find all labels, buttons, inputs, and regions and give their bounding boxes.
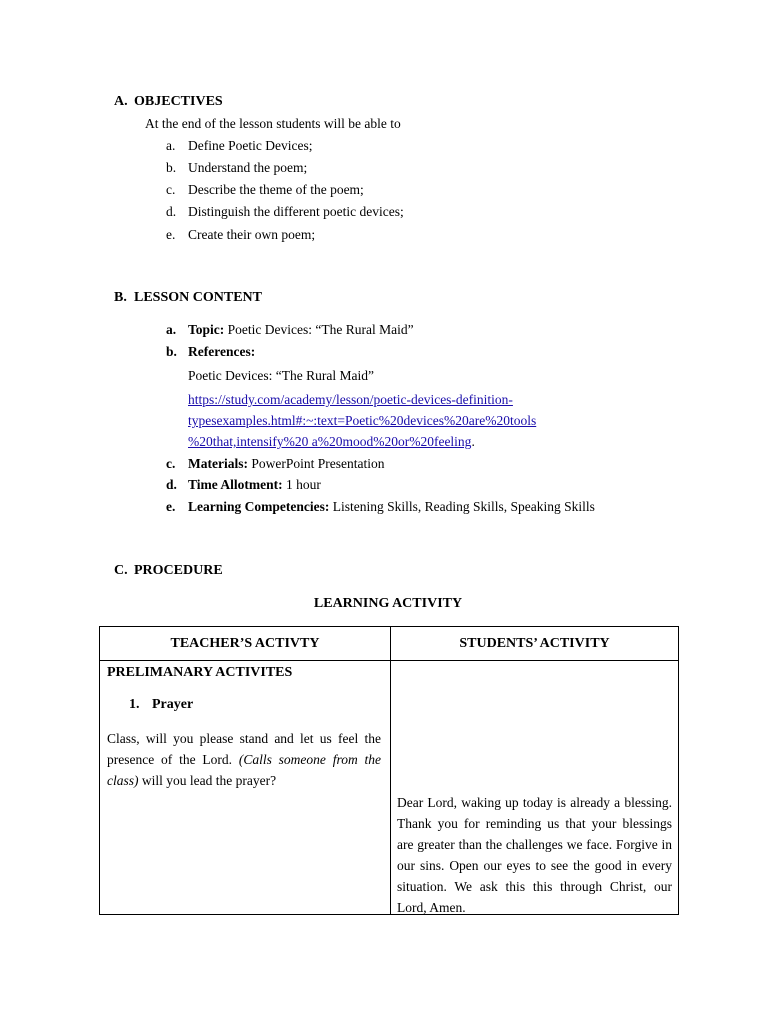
topic-value: Poetic Devices: “The Rural Maid” [227, 322, 414, 337]
objective-marker: b. [166, 160, 177, 175]
objective-text: Describe the theme of the poem; [188, 182, 364, 197]
materials-marker: c. [166, 456, 176, 471]
reference-link[interactable] [188, 413, 536, 429]
objective-marker: e. [166, 227, 176, 242]
competencies-value: Listening Skills, Reading Skills, Speaking Skills [332, 499, 595, 514]
objective-text: Define Poetic Devices; [188, 138, 313, 153]
objective-text: Create their own poem; [188, 227, 316, 242]
students-activity-cell [391, 661, 679, 915]
students-activity-header: STUDENTS’ ACTIVITY [391, 627, 679, 661]
references-line [166, 344, 255, 360]
competencies-label: Learning Competencies: [188, 499, 330, 514]
objective-item [166, 227, 315, 243]
references-marker: b. [166, 344, 177, 359]
objective-marker: c. [166, 182, 176, 197]
materials-label: Materials: [188, 456, 248, 471]
lesson-content-heading [114, 290, 262, 306]
objective-item [166, 182, 364, 198]
objectives-title: OBJECTIVES [134, 94, 223, 109]
prayer-label: Prayer [152, 697, 194, 712]
procedure-title: PROCEDURE [134, 563, 223, 578]
objective-marker: d. [166, 204, 177, 219]
reference-link-period: . [471, 434, 475, 449]
objectives-letter: A. [114, 94, 128, 109]
objectives-intro: At the end of the lesson students will be able to [145, 116, 401, 131]
reference-link-line[interactable]: %20that,intensify%20 a%20mood%20or%20feeling [188, 434, 472, 449]
reference-link[interactable] [188, 434, 475, 450]
reference-link-line[interactable]: https://study.com/academy/lesson/poetic-devices-definition- [188, 392, 513, 407]
procedure-letter: C. [114, 563, 128, 578]
lesson-content-letter: B. [114, 290, 127, 305]
table-header-row [100, 627, 679, 661]
materials-value: PowerPoint Presentation [251, 456, 385, 471]
learning-activity-table [99, 626, 679, 915]
teacher-text-part: Class, will you please stand and let us feel the presence of the Lord. [107, 731, 381, 767]
prayer-number: 1. [129, 697, 140, 712]
time-marker: d. [166, 477, 177, 492]
topic-line [166, 322, 414, 338]
teacher-text-part: will you lead the prayer? [138, 773, 277, 788]
learning-activity-title: LEARNING ACTIVITY [313, 596, 463, 611]
teacher-activity-cell [100, 661, 391, 915]
teacher-text-italic: (Calls someone from the class) [107, 752, 381, 788]
references-label: References: [188, 344, 256, 359]
teacher-activity-header: TEACHER’S ACTIVTY [100, 627, 391, 661]
materials-line [166, 456, 384, 472]
objective-text: Distinguish the different poetic devices; [188, 204, 404, 219]
competencies-line [166, 499, 595, 515]
time-allotment-line [166, 477, 321, 493]
topic-label: Topic: [188, 322, 225, 337]
objective-marker: a. [166, 138, 176, 153]
table-row [100, 661, 679, 915]
prayer-heading [129, 697, 193, 713]
reference-link[interactable] [188, 392, 513, 408]
time-label: Time Allotment: [188, 477, 283, 492]
lesson-content-title: LESSON CONTENT [134, 290, 262, 305]
student-prayer-text: Dear Lord, waking up today is already a blessing. Thank you for reminding us that your blessings are greater than the challenges we face. Forgive in our sins. Open our eyes to see the good in every situation. We ask this this through Christ, our Lord, Amen. [397, 795, 672, 915]
objective-item [166, 204, 404, 220]
objective-text: Understand the poem; [188, 160, 308, 175]
time-value: 1 hour [286, 477, 321, 492]
objective-item [166, 138, 312, 154]
teacher-prayer-text [107, 728, 381, 791]
objectives-heading [114, 94, 223, 110]
objective-item [166, 160, 307, 176]
references-title: Poetic Devices: “The Rural Maid” [188, 368, 374, 383]
topic-marker: a. [166, 322, 177, 337]
competencies-marker: e. [166, 499, 176, 514]
procedure-heading [114, 563, 223, 579]
preliminary-activities-title: PRELIMANARY ACTIVITES [107, 665, 293, 680]
reference-link-line[interactable]: typesexamples.html#:~:text=Poetic%20devices%20are%20tools [188, 413, 537, 428]
